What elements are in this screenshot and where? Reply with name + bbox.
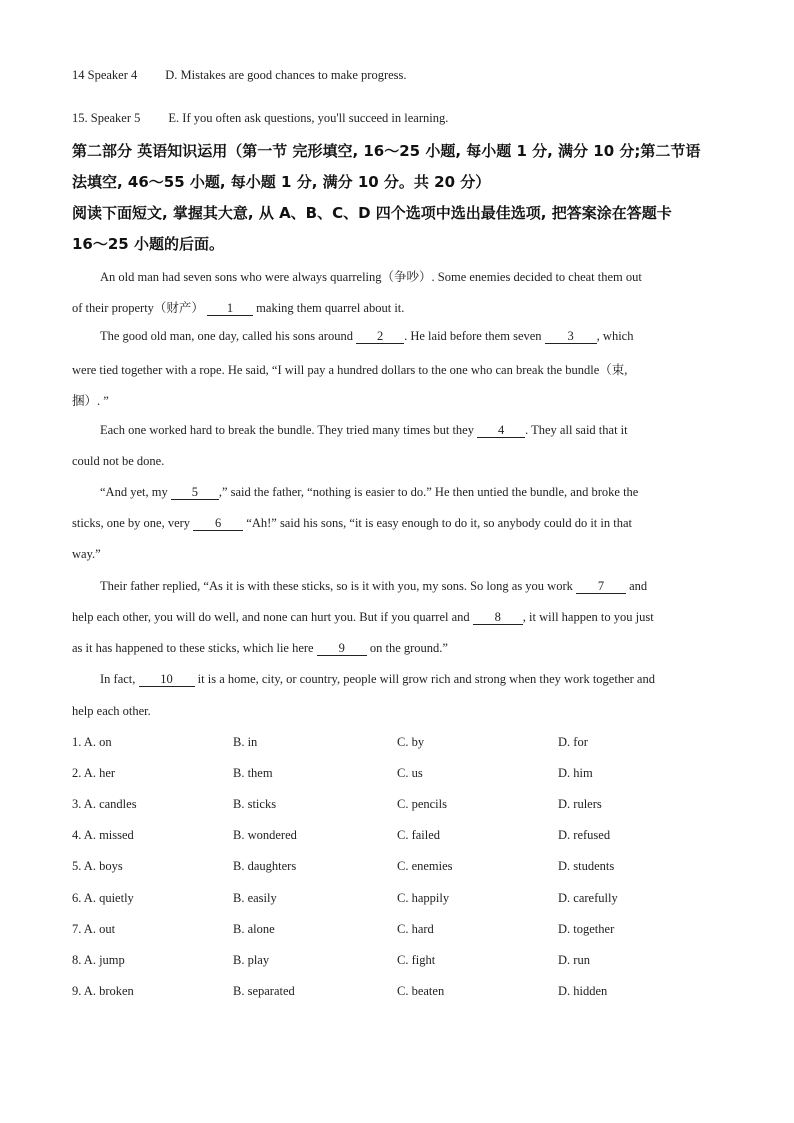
option-a[interactable]: 4. A. missed	[72, 828, 134, 843]
option-c[interactable]: C. by	[397, 735, 425, 749]
option-c[interactable]: C. fight	[397, 952, 436, 967]
option-d[interactable]: D. together	[558, 921, 615, 936]
option-d[interactable]: D. rulers	[558, 797, 602, 812]
passage-line: help each other.	[72, 704, 151, 718]
passage-line: In fact, 10 it is a home, city, or country, people will grow rich and strong when they work together and	[100, 672, 655, 686]
matching-option: D. Mistakes are good chances to make progress.	[165, 68, 407, 82]
option-c[interactable]: C. pencils	[397, 797, 447, 812]
blank-4[interactable]: 4	[477, 424, 525, 438]
option-b[interactable]: B. sticks	[233, 797, 277, 812]
section-heading-line-1: 第二部分 英语知识运用（第一节 完形填空, 16～25 小题, 每小题 1 分, 满分 10 分;第二节语	[72, 142, 701, 160]
option-a[interactable]: 3. A. candles	[72, 797, 137, 812]
blank-8[interactable]: 8	[473, 611, 523, 625]
matching-option: E. If you often ask questions, you'll succeed in learning.	[168, 111, 449, 125]
option-a[interactable]: 1. A. on	[72, 735, 112, 749]
passage-line: Their father replied, “As it is with these sticks, so is it with you, my sons. So long as you work 7 and	[100, 579, 648, 593]
option-c[interactable]: C. enemies	[397, 859, 453, 874]
blank-2[interactable]: 2	[356, 330, 404, 344]
speaker-label: 14 Speaker 4	[72, 68, 138, 82]
section-heading-line-2: 法填空, 46～55 小题, 每小题 1 分, 满分 10 分。共 20 分）	[72, 173, 491, 191]
option-d[interactable]: D. him	[558, 766, 593, 781]
blank-6[interactable]: 6	[193, 517, 243, 531]
option-a[interactable]: 8. A. jump	[72, 952, 125, 967]
option-b[interactable]: B. easily	[233, 890, 277, 905]
option-d[interactable]: D. refused	[558, 828, 611, 843]
option-d[interactable]: D. hidden	[558, 983, 608, 998]
option-c[interactable]: C. us	[397, 766, 423, 781]
option-b[interactable]: B. play	[233, 952, 270, 967]
question-2-options	[72, 766, 732, 782]
option-b[interactable]: B. in	[233, 735, 258, 749]
passage-line: sticks, one by one, very 6 “Ah!” said his sons, “it is easy enough to do it, so anybody could do it in that	[72, 516, 632, 530]
option-d[interactable]: D. carefully	[558, 890, 618, 905]
option-a[interactable]: 5. A. boys	[72, 859, 123, 874]
option-d[interactable]: D. run	[558, 952, 590, 967]
option-a[interactable]: 9. A. broken	[72, 983, 134, 998]
passage-line: help each other, you will do well, and none can hurt you. But if you quarrel and 8 , it will happen to you just	[72, 610, 654, 624]
question-3-options	[72, 797, 732, 813]
option-d[interactable]: D. students	[558, 859, 615, 874]
passage-line: An old man had seven sons who were always quarreling（争吵）. Some enemies decided to cheat them out	[100, 270, 642, 284]
passage-line: 捆）. ”	[72, 394, 109, 408]
blank-5[interactable]: 5	[171, 486, 219, 500]
blank-10[interactable]: 10	[139, 673, 195, 687]
instruction-line-1: 阅读下面短文, 掌握其大意, 从 A、B、C、D 四个选项中选出最佳选项, 把答案涂在答题卡	[72, 204, 672, 222]
question-5-options	[72, 859, 732, 875]
passage-line: Each one worked hard to break the bundle. They tried many times but they 4 . They all said that it	[100, 423, 628, 437]
option-b[interactable]: B. them	[233, 766, 273, 781]
option-a[interactable]: 7. A. out	[72, 921, 116, 936]
option-c[interactable]: C. happily	[397, 890, 450, 905]
option-a[interactable]: 6. A. quietly	[72, 890, 134, 905]
option-c[interactable]: C. failed	[397, 828, 441, 843]
question-4-options	[72, 828, 732, 844]
passage-line: The good old man, one day, called his sons around 2 . He laid before them seven 3 , which	[100, 329, 634, 343]
blank-3[interactable]: 3	[545, 330, 597, 344]
matching-item-15	[72, 111, 448, 126]
passage-line: “And yet, my 5 ,” said the father, “nothing is easier to do.” He then untied the bundle, and broke the	[100, 485, 639, 499]
question-1-options	[72, 735, 732, 751]
option-b[interactable]: B. alone	[233, 921, 275, 936]
blank-9[interactable]: 9	[317, 642, 367, 656]
passage-line: were tied together with a rope. He said, “I will pay a hundred dollars to the one who can break the bundle（束,	[72, 363, 628, 377]
passage-line: could not be done.	[72, 454, 165, 468]
matching-item-14	[72, 68, 407, 83]
question-6-options	[72, 891, 732, 907]
option-c[interactable]: C. beaten	[397, 983, 445, 998]
question-7-options	[72, 922, 732, 938]
option-a[interactable]: 2. A. her	[72, 766, 116, 781]
option-b[interactable]: B. wondered	[233, 828, 297, 843]
passage-line: way.”	[72, 547, 101, 561]
passage-line: of their property（财产） 1 making them quarrel about it.	[72, 301, 405, 315]
question-8-options	[72, 953, 732, 969]
option-b[interactable]: B. daughters	[233, 859, 297, 874]
blank-1[interactable]: 1	[207, 302, 253, 316]
option-d[interactable]: D. for	[558, 735, 588, 749]
instruction-line-2: 16～25 小题的后面。	[72, 235, 224, 253]
blank-7[interactable]: 7	[576, 580, 626, 594]
option-b[interactable]: B. separated	[233, 983, 295, 998]
option-c[interactable]: C. hard	[397, 921, 434, 936]
passage-line: as it has happened to these sticks, which lie here 9 on the ground.”	[72, 641, 448, 655]
speaker-label: 15. Speaker 5	[72, 111, 141, 125]
question-9-options	[72, 984, 732, 1000]
